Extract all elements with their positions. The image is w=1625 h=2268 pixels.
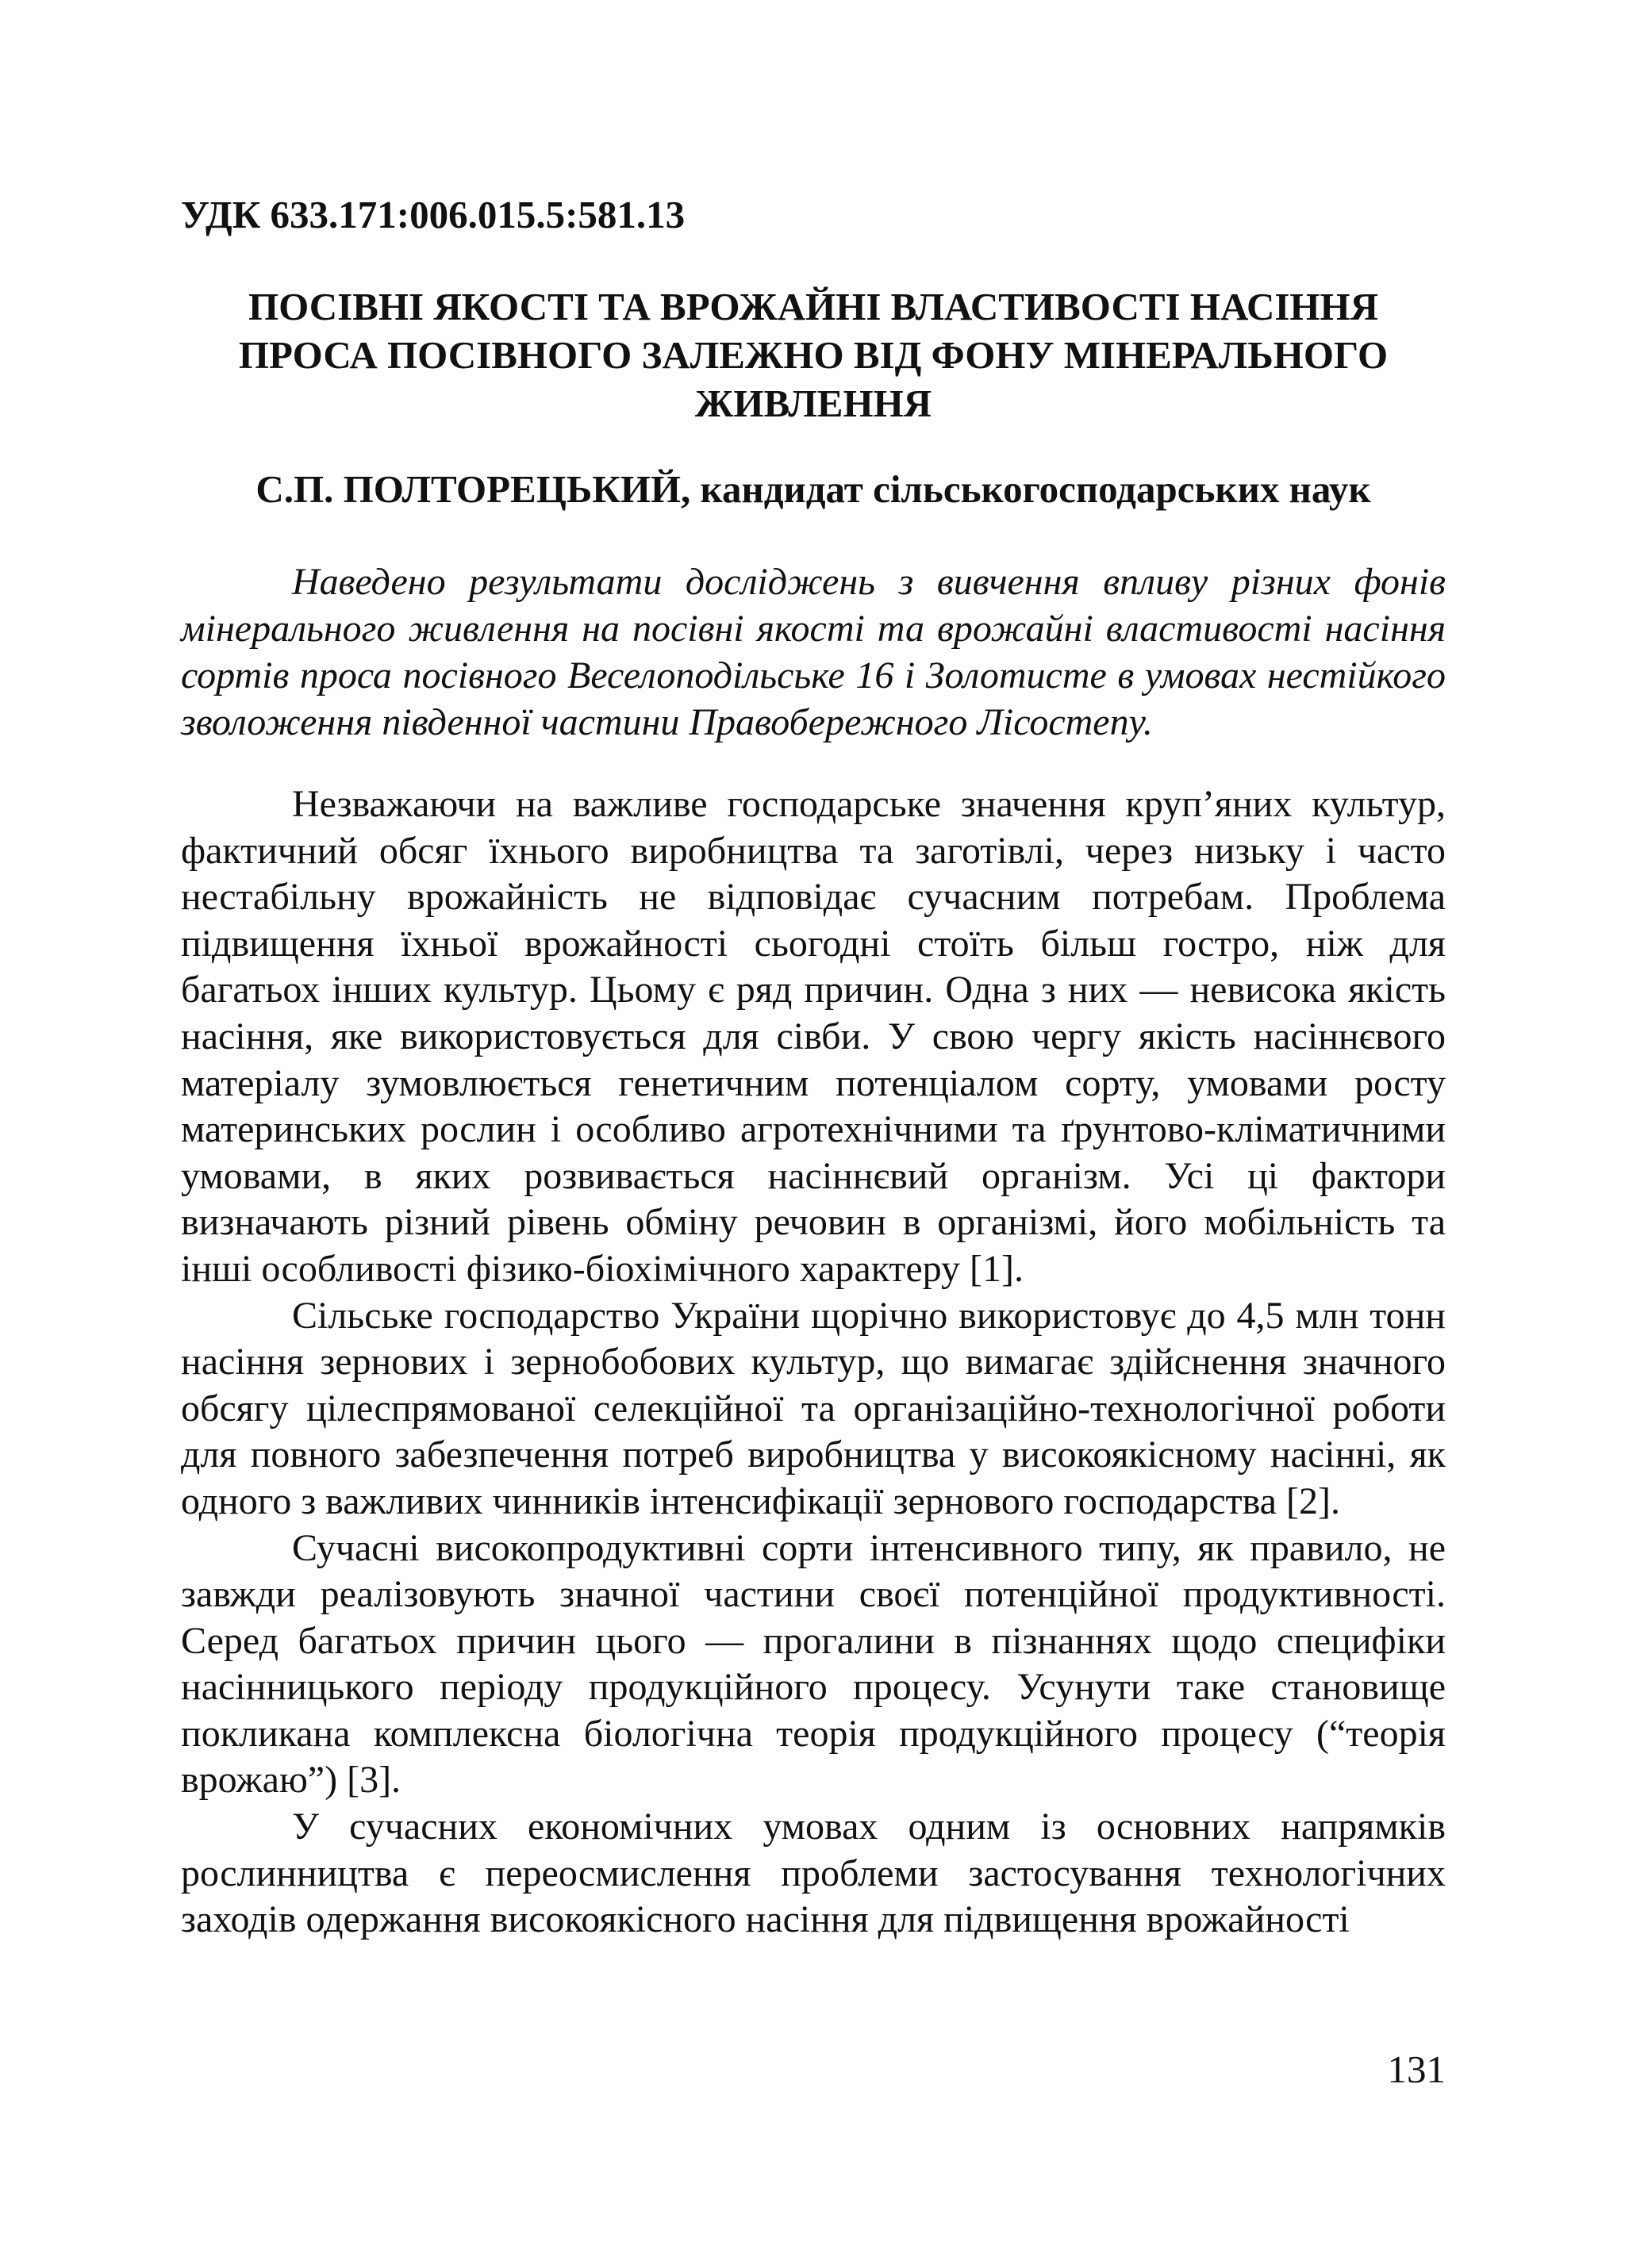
page-number: 131 xyxy=(1387,2047,1446,2091)
author-line: С.П. ПОЛТОРЕЦЬКИЙ, кандидат сільськогосподарських наук xyxy=(255,467,1371,511)
article-title-line-2: ПРОСА ПОСІВНОГО ЗАЛЕЖНО ВІД ФОНУ МІНЕРАЛЬНОГО xyxy=(238,333,1389,377)
body-paragraph-2: Сільське господарство України щорічно використовує до 4,5 млн тонн насіння зернових і зернобобових культур, що вимагає здійснення значного обсягу цілеспрямованої селекційної та організаційно-технологічної роботи для повного забезпечення потреб виробництва у високоякісному насінні, як одного з важливих чинників інтенсифікації зернового господарства [2]. xyxy=(181,1294,1446,1522)
body-paragraph-3: Сучасні високопродуктивні сорти інтенсивного типу, як правило, не завжди реалізовують значної частини своєї потенційної продуктивності. Серед багатьох причин цього — прогалини в пізнаннях щодо специфіки насінницького періоду продукційного процесу. Усунути таке становище покликана комплексна біологічна теорія продукційного процесу (“теорія врожаю”) [3]. xyxy=(181,1526,1446,1802)
article-title xyxy=(181,282,1446,428)
abstract: Наведено результати досліджень з вивчення впливу різних фонів мінерального живлення на посівні якості та врожайні властивості насіння сортів проса посівного Веселоподільське 16 і Золотисте в умовах нестійкого зволоження південної частини Правобережного Лісостепу. xyxy=(181,561,1446,743)
article-page xyxy=(181,0,1446,2268)
article-title-line-1: ПОСІВНІ ЯКОСТІ ТА ВРОЖАЙНІ ВЛАСТИВОСТІ НАСІННЯ xyxy=(248,285,1379,328)
body-paragraph-1: Незважаючи на важливе господарське значення круп’яних культур, фактичний обсяг їхнього виробництва та заготівлі, через низьку і часто нестабільну врожайність не відповідає сучасним потребам. Проблема підвищення їхньої врожайності сьогодні стоїть більш гостро, ніж для багатьох інших культур. Цьому є ряд причин. Одна з них — невисока якість насіння, яке використовується для сівби. У свою чергу якість насіннєвого матеріалу зумовлюється генетичним потенціалом сорту, умовами росту материнських рослин і особливо агротехнічними та ґрунтово-кліматичними умовами, в яких розвивається насіннєвий організм. Усі ці фактори визначають різний рівень обміну речовин в організмі, його мобільність та інші особливості фізико-біохімічного характеру [1]. xyxy=(181,783,1446,1290)
body-paragraph-4: У сучасних економічних умовах одним із основних напрямків рослинництва є переосмислення проблеми застосування технологічних заходів одержання високоякісного насіння для підвищення врожайності xyxy=(181,1806,1446,1941)
udc-code: УДК 633.171:006.015.5:581.13 xyxy=(181,193,686,236)
article-body xyxy=(181,781,1446,1944)
article-title-line-3: ЖИВЛЕННЯ xyxy=(694,382,932,425)
